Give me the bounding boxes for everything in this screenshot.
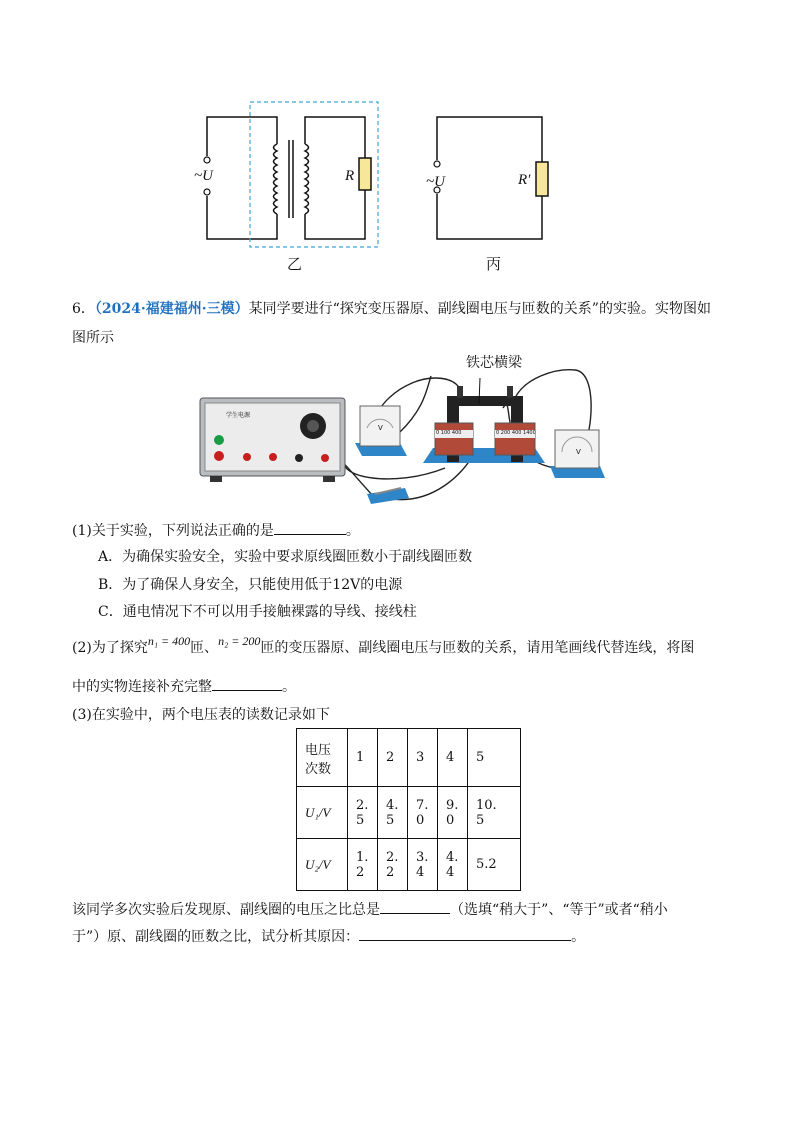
part3-after-end: 。	[571, 929, 586, 945]
photo-callout-label: 铁芯横梁	[466, 355, 522, 371]
bing-load-label: R′	[518, 172, 531, 188]
part3-question: (3)在实验中，两个电压表的读数记录如下	[72, 707, 330, 723]
part3-after-line2	[72, 926, 585, 946]
part1-question	[72, 520, 360, 540]
experiment-photo	[195, 348, 615, 514]
coil-left-marks: 0 100 400	[436, 430, 462, 436]
bing-caption: 丙	[486, 255, 502, 273]
question-source-tag: （2024·福建福州·三模）	[94, 301, 249, 317]
part3-after-text-b: （选填“稍大于”、“等于”或者“稍小	[450, 902, 668, 918]
part2-line2-text: 中的实物连接补充完整	[72, 679, 212, 695]
header-label-voltage: 电压	[305, 742, 332, 758]
column-header: 3	[408, 729, 438, 787]
part2-n2: n₂ = 200	[218, 634, 261, 648]
part2-line1	[72, 634, 695, 657]
question-stem-text: 某同学要进行“探究变压器原、副线圈电压与匝数的关系”的实验。实物图如	[248, 301, 711, 317]
part1-answer-blank[interactable]	[274, 520, 346, 535]
table-cell: 10. 5	[468, 787, 521, 839]
power-supply-label: 学生电源	[226, 412, 251, 419]
coil-right-marks: 0 200 400 1400	[496, 430, 536, 436]
part3-answer-blank-2[interactable]	[359, 926, 571, 941]
part3-answer-blank-1[interactable]	[380, 899, 450, 914]
part2-n1: n₁ = 400	[147, 634, 191, 648]
part3-after-line1	[72, 899, 668, 919]
table-corner-cell	[297, 729, 348, 787]
voltage-record-table	[296, 728, 521, 891]
column-header: 5	[468, 729, 521, 787]
row-label-u2: U₂/V	[297, 839, 348, 891]
part2-text-a: (2)为了探究	[72, 640, 148, 656]
left-voltmeter-label: V	[378, 424, 383, 432]
part3-after-text-a: 该同学多次实验后发现原、副线圈的电压之比总是	[72, 902, 380, 918]
table-cell: 4. 5	[378, 787, 408, 839]
part2-answer-blank[interactable]	[212, 676, 282, 691]
part1-option-a: A．为确保实验安全，实验中要求原线圈匝数小于副线圈匝数	[98, 549, 473, 565]
bing-source-label: ~U	[426, 174, 445, 190]
question-number: 6．	[72, 301, 95, 317]
table-cell: 9. 0	[438, 787, 468, 839]
part2-end: 。	[282, 679, 296, 695]
yi-caption: 乙	[287, 255, 303, 273]
header-label-trial: 次数	[305, 761, 332, 777]
part1-end: 。	[345, 523, 360, 539]
part1-text: (1)关于实验，下列说法正确的是	[72, 523, 274, 539]
table-cell: 2. 5	[348, 787, 378, 839]
table-cell: 3. 4	[408, 839, 438, 891]
right-voltmeter-label: V	[576, 448, 581, 456]
circuit-diagrams	[180, 96, 570, 276]
question-stem-line2: 图所示	[72, 330, 114, 346]
table-cell: 4. 4	[438, 839, 468, 891]
table-cell: 5.2	[468, 839, 521, 891]
table-row	[297, 839, 521, 891]
question-stem-line1	[72, 298, 711, 318]
column-header: 2	[378, 729, 408, 787]
part2-text-c: 匝的变压器原、副线圈电压与匝数的关系，请用笔画线代替连线，将图	[260, 640, 695, 656]
table-header-row	[297, 729, 521, 787]
yi-load-label: R	[345, 168, 355, 184]
part3-after-text-c: 于”）原、副线圈的匝数之比，试分析其原因：	[72, 929, 360, 945]
table-cell: 2. 2	[378, 839, 408, 891]
part1-option-c: C．通电情况下不可以用手接触裸露的导线、接线柱	[98, 604, 417, 620]
table-row	[297, 787, 521, 839]
part2-line2	[72, 676, 296, 696]
part2-text-b: 匝、	[190, 640, 219, 656]
yi-source-label: ~U	[194, 168, 213, 184]
part1-option-b: B．为了确保人身安全，只能使用低于12V的电源	[98, 577, 403, 593]
table-cell: 1. 2	[348, 839, 378, 891]
row-label-u1: U₁/V	[297, 787, 348, 839]
column-header: 1	[348, 729, 378, 787]
column-header: 4	[438, 729, 468, 787]
table-cell: 7. 0	[408, 787, 438, 839]
